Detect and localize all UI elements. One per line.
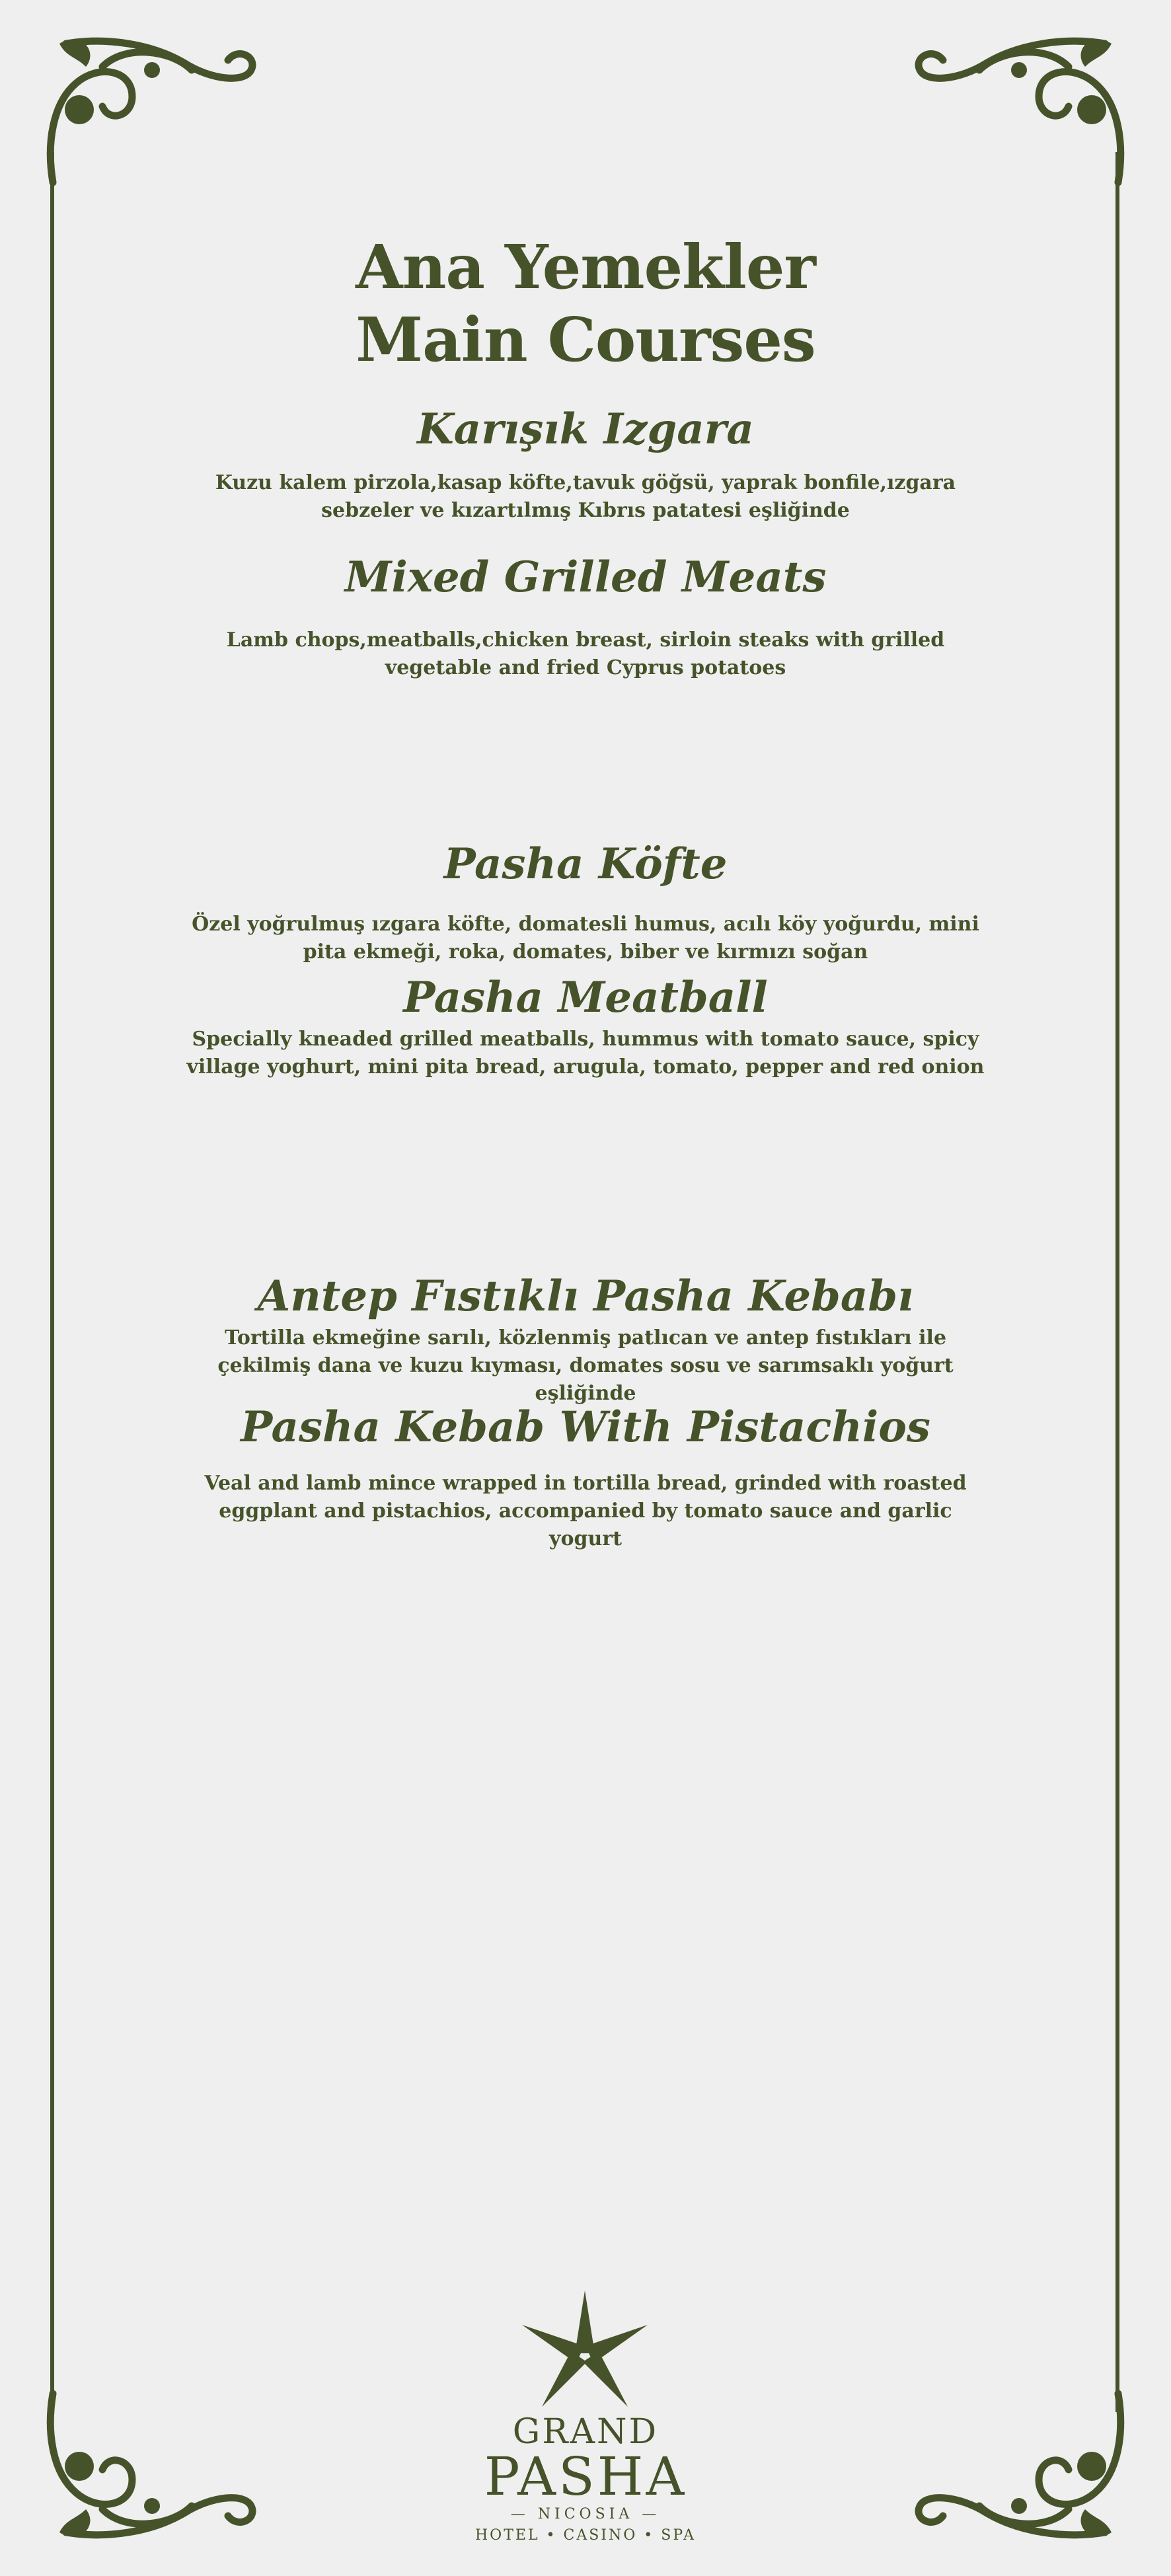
brand-logo bbox=[0, 2413, 1171, 2546]
corner-ornament-icon bbox=[907, 30, 1131, 189]
dish-title-tr: Pasha Köfte bbox=[443, 839, 728, 889]
frame-right-line bbox=[1115, 152, 1119, 2412]
page-title-tr: Ana Yemekler bbox=[356, 231, 815, 303]
dish-title-en: Pasha Meatball bbox=[403, 973, 768, 1022]
dish-description-tr: Tortilla ekmeğine sarılı, közlenmiş patlıcan ve antep fıstıkları ile çekilmiş dana ve kuzu kıyması, domates sosu ve sarımsaklı yoğurt eşliğinde bbox=[217, 1326, 954, 1405]
dish-description-en: Specially kneaded grilled meatballs, hummus with tomato sauce, spicy village yoghurt, mini pita bread, arugula, tomato, pepper and red onion bbox=[186, 1028, 985, 1079]
dish-description-en: Lamb chops,meatballs,chicken breast, sirloin steaks with grilled vegetable and fried Cyprus potatoes bbox=[226, 628, 945, 679]
dish-description-tr: Özel yoğrulmuş ızgara köfte, domatesli humus, acılı köy yoğurdu, mini pita ekmeği, roka, domates, biber ve kırmızı soğan bbox=[192, 913, 979, 964]
dish-title-en: Pasha Kebab With Pistachios bbox=[241, 1402, 930, 1452]
corner-ornament-icon bbox=[40, 30, 264, 189]
logo-pasha-text: PASHA bbox=[484, 2446, 687, 2507]
logo-tagline: HOTEL • CASINO • SPA bbox=[474, 2527, 696, 2544]
star-logo-icon bbox=[522, 2291, 648, 2409]
dish-title-tr: Antep Fıstıklı Pasha Kebabı bbox=[257, 1271, 914, 1321]
dish-title-tr: Karışık Izgara bbox=[417, 404, 754, 454]
dish-title-en: Mixed Grilled Meats bbox=[344, 552, 827, 602]
page-title-en: Main Courses bbox=[356, 304, 815, 375]
dish-description-tr: Kuzu kalem pirzola,kasap köfte,tavuk göğsü, yaprak bonfile,ızgara sebzeler ve kızartılmış Kıbrıs patatesi eşliğinde bbox=[215, 471, 956, 522]
logo-grand-text: GRAND bbox=[512, 2412, 659, 2452]
dish-description-en: Veal and lamb mince wrapped in tortilla bread, grinded with roasted eggplant and pistachios, accompanied by tomato sauce and garlic yogurt bbox=[204, 1472, 967, 1550]
frame-left-line bbox=[50, 152, 54, 2412]
logo-city-text: — NICOSIA — bbox=[510, 2506, 661, 2522]
